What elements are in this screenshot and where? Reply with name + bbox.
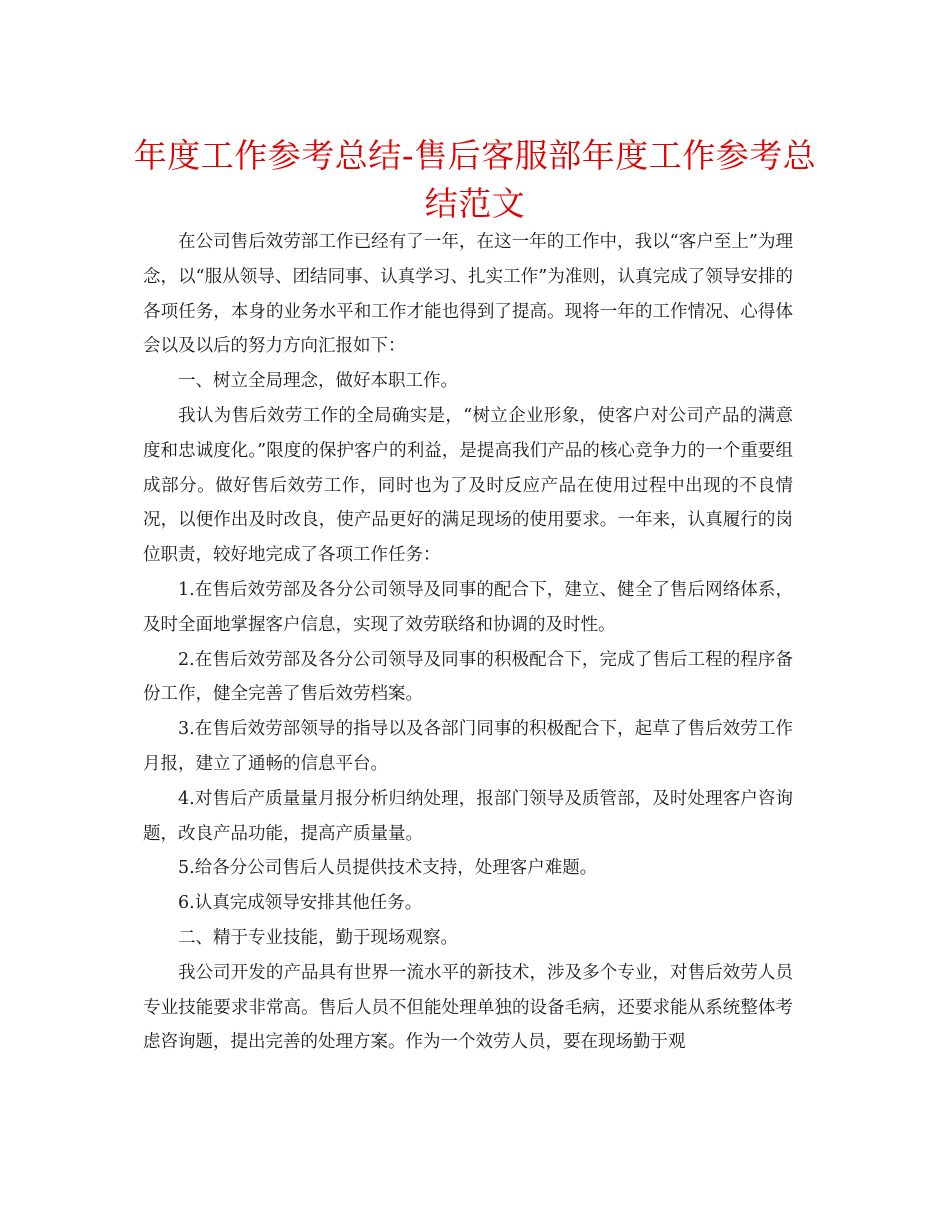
document-body [143, 225, 793, 1060]
list-item: 3.在售后效劳部领导的指导以及各部门同事的积极配合下，起草了售后效劳工作月报，建立了通畅的信息平台。 [143, 719, 793, 774]
section-heading: 一、树立全局理念，做好本职工作。 [178, 371, 458, 392]
list-item: 6.认真完成领导安排其他任务。 [178, 893, 423, 914]
paragraph: 我公司开发的产品具有世界一流水平的新技术，涉及多个专业，对售后效劳人员专业技能要求非常高。售后人员不但能处理单独的设备毛病，还要求能从系统整体考虑咨询题，提出完善的处理方案。作为一个效劳人员，要在现场勤于观 [143, 962, 793, 1053]
list-item: 2.在售后效劳部及各分公司领导及同事的积极配合下，完成了售后工程的程序备份工作，健全完善了售后效劳档案。 [143, 649, 793, 705]
paragraph: 在公司售后效劳部工作已经有了一年，在这一年的工作中，我以“客户至上”为理念，以“服从领导、团结同事、认真学习、扎实工作”为准则，认真完成了领导安排的各项任务，本身的业务水平和工作才能也得到了提高。现将一年的工作情况、心得体会以及以后的努力方向汇报如下： [143, 232, 793, 357]
list-item: 1.在售后效劳部及各分公司领导及同事的配合下，建立、健全了售后网络体系，及时全面地掌握客户信息，实现了效劳联络和协调的及时性。 [143, 579, 793, 635]
section-heading: 二、精于专业技能，勤于现场观察。 [178, 927, 458, 948]
list-item: 5.给各分公司售后人员提供技术支持，处理客户难题。 [178, 858, 598, 879]
paragraph: 我认为售后效劳工作的全局确实是，“树立企业形象，使客户对公司产品的满意度和忠诚度化。”限度的保护客户的利益，是提高我们产品的核心竞争力的一个重要组成部分。做好售后效劳工作，同时也为了及时反应产品在使用过程中出现的不良情况，以便作出及时改良，使产品更好的满足现场的使用要求。一年来，认真履行的岗位职责，较好地完成了各项工作任务： [143, 405, 793, 566]
list-item: 4.对售后产质量量月报分析归纳处理，报部门领导及质管部，及时处理客户咨询题，改良产品功能，提高产质量量。 [143, 788, 793, 844]
document-title: 年度工作参考总结-售后客服部年度工作参考总结范文 [133, 136, 817, 223]
